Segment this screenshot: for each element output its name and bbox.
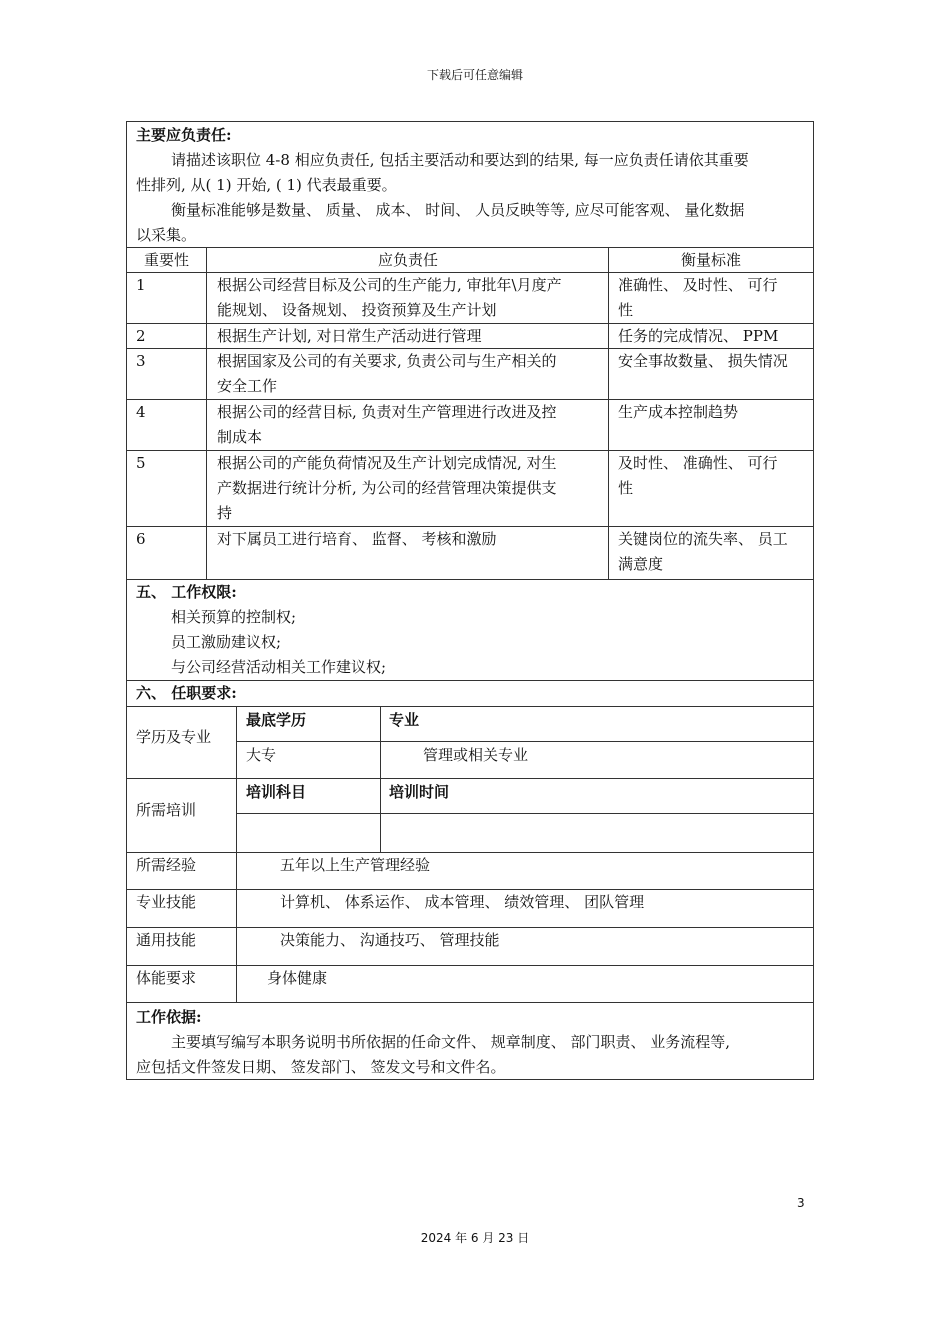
work-basis-text: 应包括文件签发日期、 签发部门、 签发文号和文件名。 <box>136 1058 506 1076</box>
row-duty: 根据公司的产能负荷情况及生产计划完成情况, 对生 <box>217 454 557 472</box>
column-header-duty: 应负责任 <box>377 251 438 269</box>
min-education-header: 最底学历 <box>246 711 307 729</box>
row-importance: 6 <box>136 530 146 548</box>
row-duty: 持 <box>217 504 233 522</box>
divider <box>236 706 237 1002</box>
training-time-header: 培训时间 <box>389 783 450 801</box>
authority-item: 员工激励建议权; <box>171 633 282 651</box>
education-label: 学历及专业 <box>136 728 212 746</box>
instruction-text: 衡量标准能够是数量、 质量、 成本、 时间、 人员反映等等, 应尽可能客观、 量化数据 <box>171 201 745 219</box>
authority-title: 五、 工作权限: <box>136 583 237 601</box>
training-label: 所需培训 <box>136 801 197 819</box>
divider <box>236 741 813 742</box>
divider <box>236 813 813 814</box>
row-measure: 准确性、 及时性、 可行 <box>618 276 778 294</box>
divider <box>127 852 813 853</box>
row-duty: 安全工作 <box>217 377 278 395</box>
job-description-form <box>126 121 814 1080</box>
divider <box>608 247 609 579</box>
page-header-note: 下载后可任意编辑 <box>426 68 523 82</box>
row-measure: 性 <box>618 479 634 497</box>
training-subject-header: 培训科目 <box>246 783 307 801</box>
row-duty: 对下属员工进行培育、 监督、 考核和激励 <box>217 530 497 548</box>
row-measure: 满意度 <box>618 555 664 573</box>
column-header-importance: 重要性 <box>143 251 189 269</box>
authority-item: 相关预算的控制权; <box>171 608 297 626</box>
row-duty: 能规划、 设备规划、 投资预算及生产计划 <box>217 301 497 319</box>
min-education-value: 大专 <box>246 746 277 764</box>
row-importance: 2 <box>136 327 146 345</box>
general-skills-value: 决策能力、 沟通技巧、 管理技能 <box>280 931 500 949</box>
pro-skills-label: 专业技能 <box>136 893 197 911</box>
row-measure: 关键岗位的流失率、 员工 <box>618 530 788 548</box>
requirements-title: 六、 任职要求: <box>136 684 237 702</box>
row-measure: 性 <box>618 301 634 319</box>
row-duty: 根据公司经营目标及公司的生产能力, 审批年\月度产 <box>217 276 562 294</box>
major-header: 专业 <box>389 711 420 729</box>
row-duty: 产数据进行统计分析, 为公司的经营管理决策提供支 <box>217 479 557 497</box>
responsibilities-title: 主要应负责任: <box>136 126 232 144</box>
physical-label: 体能要求 <box>136 969 197 987</box>
row-duty: 制成本 <box>217 428 263 446</box>
row-duty: 根据国家及公司的有关要求, 负责公司与生产相关的 <box>217 352 557 370</box>
row-measure: 及时性、 准确性、 可行 <box>618 454 778 472</box>
physical-value: 身体健康 <box>267 969 328 987</box>
work-basis-text: 主要填写编写本职务说明书所依据的任命文件、 规章制度、 部门职责、 业务流程等, <box>171 1033 731 1051</box>
work-basis-title: 工作依据: <box>136 1008 202 1026</box>
row-duty: 根据公司的经营目标, 负责对生产管理进行改进及控 <box>217 403 557 421</box>
pro-skills-value: 计算机、 体系运作、 成本管理、 绩效管理、 团队管理 <box>280 893 645 911</box>
footer-date: 2024 年 6 月 23 日 <box>420 1231 530 1245</box>
row-measure: 生产成本控制趋势 <box>618 403 739 421</box>
divider <box>127 706 813 707</box>
row-importance: 4 <box>136 403 146 421</box>
general-skills-label: 通用技能 <box>136 931 197 949</box>
instruction-text: 请描述该职位 4-8 相应负责任, 包括主要活动和要达到的结果, 每一应负责任请依其重要 <box>171 151 749 169</box>
divider <box>127 965 813 966</box>
divider <box>127 1002 813 1003</box>
row-importance: 5 <box>136 454 146 472</box>
divider <box>380 706 381 852</box>
instruction-text: 性排列, 从( 1) 开始, ( 1) 代表最重要。 <box>136 176 397 194</box>
row-importance: 3 <box>136 352 146 370</box>
row-measure: 安全事故数量、 损失情况 <box>618 352 788 370</box>
row-duty: 根据生产计划, 对日常生产活动进行管理 <box>217 327 482 345</box>
divider <box>206 247 207 579</box>
authority-item: 与公司经营活动相关工作建议权; <box>171 658 387 676</box>
row-importance: 1 <box>136 276 146 294</box>
experience-label: 所需经验 <box>136 856 197 874</box>
instruction-text: 以采集。 <box>136 226 197 244</box>
column-header-measure: 衡量标准 <box>680 251 741 269</box>
experience-value: 五年以上生产管理经验 <box>280 856 431 874</box>
row-measure: 任务的完成情况、 PPM <box>618 327 779 345</box>
divider <box>127 778 813 779</box>
page-number: 3 <box>797 1196 805 1210</box>
major-value: 管理或相关专业 <box>423 746 529 764</box>
